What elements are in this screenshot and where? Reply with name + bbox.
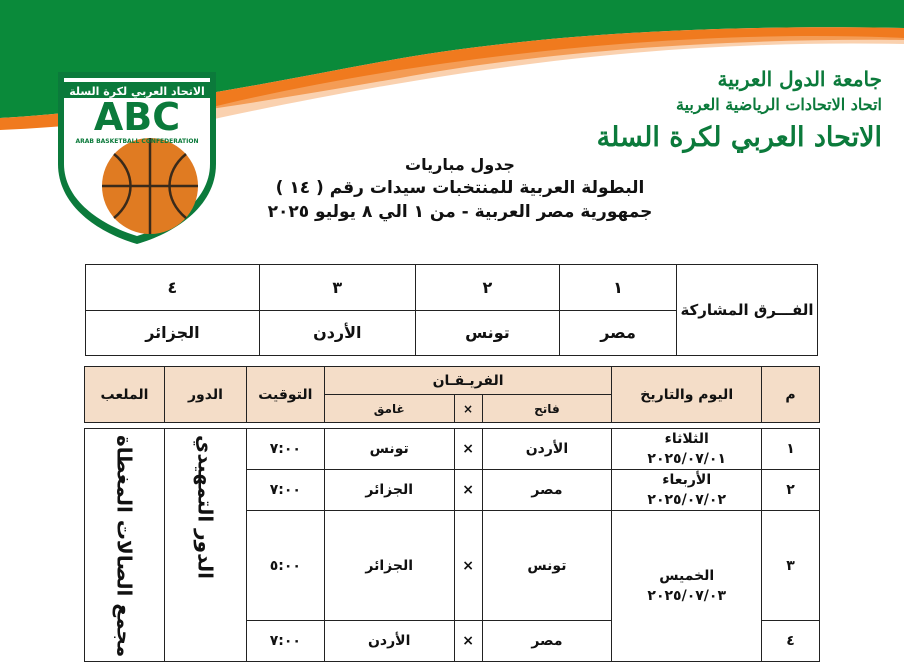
org-header [597, 66, 882, 158]
match-team1: الأردن [482, 429, 612, 470]
team-number: ٢ [415, 265, 559, 311]
title-host-dates: جمهورية مصر العربية - من ١ الي ٨ يوليو ٢٠٢٥ [267, 202, 653, 222]
team-name: تونس [415, 310, 559, 356]
header-loser: غامق [324, 395, 454, 423]
team-number: ٤ [86, 265, 260, 311]
round-value: الدور التمهيدي [193, 435, 218, 580]
header-round: الدور [164, 367, 246, 423]
match-num: ٢ [762, 470, 820, 511]
logo-abbr: ABC [93, 95, 181, 139]
match-time: ٧:٠٠ [246, 429, 324, 470]
org-line-arab-league: جامعة الدول العربية [717, 67, 882, 91]
org-line-basketball: الاتحاد العربي لكرة السلة [596, 122, 882, 153]
header-teams: الفريـقـان [324, 367, 612, 395]
match-day: الأربعاء [662, 472, 712, 488]
header-day-date: اليوم والتاريخ [612, 367, 762, 423]
header-winner: فاتح [482, 395, 612, 423]
match-day-date [612, 429, 762, 470]
logo-sub-text: ARAB BASKETBALL CONFEDERATION [75, 138, 199, 145]
document-titles [180, 154, 740, 224]
match-round [164, 429, 246, 662]
teams-label: الفـــرق المشاركة [677, 265, 818, 356]
participating-teams-table [85, 264, 818, 356]
match-day-date [612, 470, 762, 511]
match-time: ٧:٠٠ [246, 470, 324, 511]
match-date: ٢٠٢٥/٠٧/٠٢ [647, 492, 727, 508]
match-x: × [454, 621, 482, 662]
match-schedule-table [84, 366, 820, 662]
match-team1: مصر [482, 470, 612, 511]
logo-top-text: الاتحاد العربي لكرة السلة [69, 85, 205, 98]
team-number: ١ [560, 265, 677, 311]
match-team1: مصر [482, 621, 612, 662]
match-x: × [454, 511, 482, 621]
match-team2: الجزائر [324, 470, 454, 511]
match-team2: الجزائر [324, 511, 454, 621]
match-num: ٣ [762, 511, 820, 621]
match-date: ٢٠٢٥/٠٧/٠٣ [647, 588, 727, 605]
team-name: الأردن [259, 310, 415, 356]
header-venue: الملعب [85, 367, 165, 423]
match-venue [85, 429, 165, 662]
match-time: ٧:٠٠ [246, 621, 324, 662]
match-team2: تونس [324, 429, 454, 470]
match-team2: الأردن [324, 621, 454, 662]
header-num: م [762, 367, 820, 423]
match-num: ١ [762, 429, 820, 470]
match-time: ٥:٠٠ [246, 511, 324, 621]
match-day: الثلاثاء [664, 431, 709, 447]
match-x: × [454, 429, 482, 470]
header-time: التوقيت [246, 367, 324, 423]
team-number: ٣ [259, 265, 415, 311]
match-day: الخميس [659, 568, 715, 585]
org-line-unions: اتحاد الاتحادات الرياضية العربية [676, 95, 882, 114]
match-num: ٤ [762, 621, 820, 662]
match-day-date [612, 511, 762, 662]
venue-value: مجمع الصالات المغطاة [112, 435, 137, 658]
header-x: × [454, 395, 482, 423]
match-date: ٢٠٢٥/٠٧/٠١ [647, 451, 727, 467]
table-row [85, 429, 820, 470]
title-schedule: جدول مباريات [405, 155, 515, 174]
team-name: الجزائر [86, 310, 260, 356]
match-x: × [454, 470, 482, 511]
title-championship: البطولة العربية للمنتخبات سيدات رقم ( ١٤ ) [275, 178, 645, 198]
team-name: مصر [560, 310, 677, 356]
match-team1: تونس [482, 511, 612, 621]
